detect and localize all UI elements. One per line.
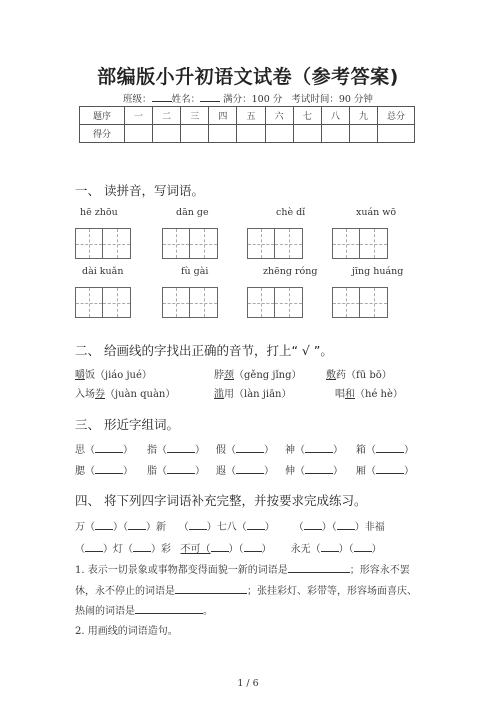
page-number: 1 / 6	[237, 678, 259, 689]
tianzige-box[interactable]	[332, 228, 388, 259]
score-cell[interactable]	[237, 125, 265, 143]
word-char: 遐	[216, 466, 226, 477]
question-text: ；形容永不罢	[349, 565, 410, 576]
score-header-cell: 题序	[80, 107, 125, 125]
underlined-char: 和	[345, 389, 355, 400]
score-cell[interactable]	[181, 125, 209, 143]
word-char: 箱	[356, 445, 366, 456]
tianzige-box[interactable]	[247, 228, 303, 259]
question-1-line-a	[75, 561, 410, 576]
class-blank[interactable]	[152, 92, 172, 102]
score-header-cell: 一	[125, 107, 153, 125]
idiom-text: 万（	[75, 522, 95, 533]
word-char: 假	[216, 445, 226, 456]
idiom-line-2[interactable]	[75, 540, 382, 555]
pronunciation-item[interactable]	[75, 385, 175, 400]
word-item[interactable]: 假（ ）	[216, 441, 274, 456]
word-char: 脂	[147, 466, 157, 477]
score-value-row	[80, 125, 415, 143]
pronunciation-options: 用（làn jiān）	[224, 389, 292, 400]
tianzige-box[interactable]	[162, 287, 218, 318]
pronunciation-item[interactable]	[326, 366, 392, 381]
word-char: 指	[147, 445, 157, 456]
idiom-text: ）彩	[151, 544, 171, 555]
score-cell[interactable]	[209, 125, 237, 143]
exam-time: 考试时间：90 分钟	[291, 94, 373, 105]
pronunciation-options: （juàn quàn）	[105, 389, 176, 400]
score-cell[interactable]	[293, 125, 321, 143]
pinyin-label: dài kuǎn	[82, 266, 124, 277]
idiom-text: ）非福	[354, 522, 385, 533]
pinyin-label: dān ge	[176, 207, 209, 218]
score-cell[interactable]	[349, 125, 377, 143]
score-header-cell: 四	[209, 107, 237, 125]
score-cell[interactable]	[321, 125, 349, 143]
score-header-cell: 八	[321, 107, 349, 125]
exam-title: 部编版小升初语文试卷（参考答案)	[97, 66, 399, 88]
pronunciation-options: 饭（jiáo jué）	[85, 370, 152, 381]
idiom-text: （	[75, 544, 85, 555]
score-header-cell: 五	[237, 107, 265, 125]
score-header-cell: 六	[265, 107, 293, 125]
idiom-text: ）七八（	[206, 522, 247, 533]
pronunciation-options: 药（fū bō）	[336, 370, 392, 381]
question-2: 2. 用画线的词语造句。	[75, 626, 178, 637]
pronunciation-item[interactable]	[75, 366, 152, 381]
section3-heading: 三、 形近字组词。	[75, 417, 179, 432]
answer-blank[interactable]	[135, 603, 203, 614]
score-cell[interactable]	[125, 125, 153, 143]
score-header-row	[80, 107, 415, 125]
pinyin-label: jīng huáng	[352, 266, 404, 277]
score-header-cell: 七	[293, 107, 321, 125]
name-blank[interactable]	[200, 92, 220, 102]
idiom-line-1[interactable]	[75, 518, 385, 533]
idiom-text: ）（	[321, 522, 337, 533]
word-item[interactable]: 腮（ ）	[75, 462, 133, 477]
underlined-char: 颈	[224, 370, 234, 381]
word-char: 神	[285, 445, 295, 456]
word-item[interactable]: 厢（ ）	[356, 462, 414, 477]
tianzige-box[interactable]	[162, 228, 218, 259]
class-label: 班级：	[123, 94, 152, 105]
plain-char: 入场	[75, 389, 95, 400]
idiom-text: 不可（	[180, 544, 211, 555]
word-char: 思	[75, 445, 85, 456]
word-item[interactable]: 遐（ ）	[216, 462, 274, 477]
section1-heading: 一、 读拼音，写词语。	[75, 183, 204, 198]
question-text: 。	[203, 606, 213, 617]
pinyin-label: fù gài	[181, 266, 209, 277]
word-item[interactable]: 思（ ）	[75, 441, 133, 456]
word-char: 厢	[356, 466, 366, 477]
idiom-text: ）	[371, 544, 382, 555]
idiom-text: ）	[261, 544, 272, 555]
pinyin-label: hē zhōu	[80, 207, 118, 218]
score-cell[interactable]	[378, 125, 415, 143]
idiom-text: ）灯（	[103, 544, 133, 555]
score-cell[interactable]	[265, 125, 293, 143]
score-header-cell: 九	[349, 107, 377, 125]
idiom-text: ）（	[228, 544, 244, 555]
word-char: 伸	[285, 466, 295, 477]
plain-char: 唱	[335, 389, 345, 400]
section2-heading: 二、 给画线的字找出正确的音节，打上“ √ ”。	[75, 343, 333, 358]
idiom-text: ）	[264, 522, 275, 533]
underlined-char: 敷	[326, 370, 336, 381]
pronunciation-item[interactable]	[335, 385, 403, 400]
idiom-text: ）（	[113, 522, 128, 533]
score-header-cell: 二	[153, 107, 181, 125]
exam-info	[0, 91, 496, 105]
pronunciation-item[interactable]	[214, 385, 291, 400]
score-cell[interactable]	[153, 125, 181, 143]
plain-char: 脖	[214, 370, 224, 381]
word-item[interactable]: 箱（ ）	[356, 441, 414, 456]
word-char: 腮	[75, 466, 85, 477]
pinyin-label: zhēng róng	[263, 266, 318, 277]
tianzige-box[interactable]	[247, 287, 303, 318]
tianzige-box[interactable]	[332, 287, 388, 318]
score-header-cell: 总分	[378, 107, 415, 125]
full-score: 满分：100 分	[223, 94, 283, 105]
question-1-line-b	[75, 582, 417, 597]
question-text: 热闹的词语是	[75, 606, 135, 617]
answer-blank[interactable]	[288, 562, 350, 573]
word-item[interactable]: 指（ ）	[147, 441, 205, 456]
answer-blank[interactable]	[175, 583, 247, 594]
pronunciation-options: （hé hè）	[355, 389, 403, 400]
word-item[interactable]: 脂（ ）	[147, 462, 205, 477]
section4-heading: 四、 将下列四字词语补充完整，并按要求完成练习。	[75, 493, 367, 508]
score-row-label: 得分	[80, 125, 125, 143]
name-label: 姓名：	[171, 94, 201, 105]
idiom-text: ）（	[338, 544, 354, 555]
pinyin-label: chè dǐ	[276, 207, 306, 218]
idiom-text: 永无（	[290, 544, 321, 555]
pronunciation-options: （gěng jǐng）	[234, 370, 302, 381]
idiom-text: （	[293, 522, 304, 533]
underlined-char: 券	[95, 389, 105, 400]
tianzige-box[interactable]	[75, 228, 131, 259]
word-item[interactable]: 伸（ ）	[285, 462, 343, 477]
score-header-cell: 三	[181, 107, 209, 125]
question-text: 休，永不停止的词语是	[75, 586, 175, 597]
question-text: ；张挂彩灯、彩带等，形容场面喜庆、	[247, 586, 417, 597]
pinyin-label: xuán wō	[356, 207, 397, 218]
underlined-char: 嚼	[75, 370, 85, 381]
pronunciation-item[interactable]	[214, 366, 301, 381]
word-item[interactable]: 神（ ）	[285, 441, 343, 456]
idiom-text: （	[178, 522, 189, 533]
score-table	[79, 106, 415, 143]
tianzige-box[interactable]	[75, 287, 131, 318]
question-text: 1. 表示一切景象或事物都变得面貌一新的词语是	[75, 565, 288, 576]
question-1-line-c	[75, 602, 213, 617]
underlined-char: 滥	[214, 389, 224, 400]
idiom-text: ）新	[146, 522, 166, 533]
